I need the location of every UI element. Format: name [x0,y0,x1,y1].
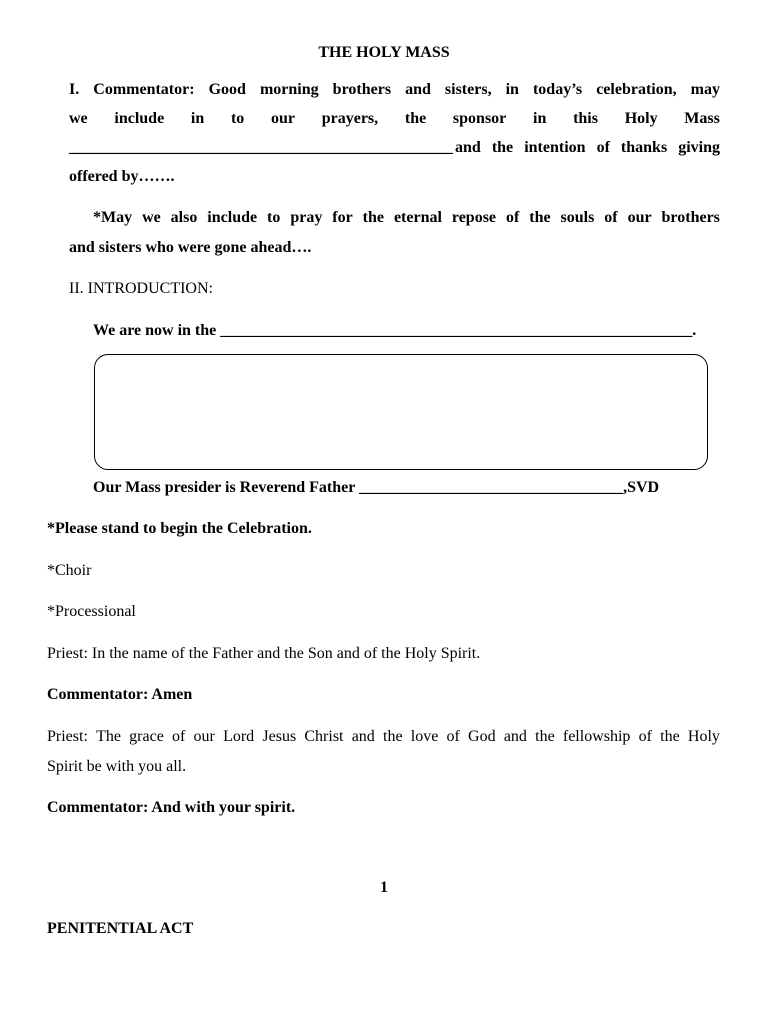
word: the [660,728,680,745]
word: Holy [687,728,720,745]
eternal-repose-line-2: and sisters who were gone ahead…. [69,239,312,256]
word: Commentator: [93,81,195,98]
stand-instruction: *Please stand to begin the Celebration. [47,520,312,537]
word: include [207,209,258,226]
word: also [170,209,198,226]
word: and [405,81,431,98]
page-title: THE HOLY MASS [318,44,450,61]
word: Mass [684,110,720,127]
word: I. [69,81,80,98]
word: repose [451,209,497,226]
word: our [271,110,295,127]
word: grace [129,728,164,745]
penitential-act-heading: PENITENTIAL ACT [47,920,194,937]
commentator-intro-line-3 [69,138,720,158]
commentator-intro-line-2 [69,109,720,129]
word: the [491,139,514,156]
word: morning [259,81,319,98]
word: brothers [332,81,392,98]
word: brothers [661,209,720,226]
eternal-repose-line-1 [93,208,720,228]
priest-greeting-line-2: Spirit be with you all. [47,758,187,775]
word: of [505,209,520,226]
word: the [535,728,555,745]
word: we [69,110,88,127]
word: of [604,209,618,226]
word: of [446,728,460,745]
word: we [142,209,161,226]
word: sisters, [444,81,492,98]
sponsor-blank: ________________________________________________ [69,139,453,156]
word: intention [524,139,586,156]
season-line: We are now in the ___________________________________________________________. [93,322,697,339]
choir-cue: *Choir [47,562,92,579]
word: The [96,728,121,745]
word: Jesus [262,728,297,745]
word: may [690,81,720,98]
word: pray [290,209,323,226]
word: to [230,110,245,127]
word: of [596,139,610,156]
word: of [638,728,652,745]
introduction-text-box [94,354,708,470]
word: this [573,110,598,127]
word: and [455,139,481,156]
word: in [190,110,205,127]
word: Holy [624,110,658,127]
word: include [114,110,165,127]
word: love [410,728,439,745]
thanksgiving-text [453,138,720,158]
word: Lord [223,728,255,745]
word: our [193,728,215,745]
commentator-response: Commentator: And with your spirit. [47,799,296,816]
word: the [362,209,384,226]
word: the [383,728,403,745]
word: *May [93,209,133,226]
word: for [332,209,353,226]
word: celebration, [596,81,677,98]
introduction-heading: II. INTRODUCTION: [69,280,213,297]
commentator-intro-line-1 [69,80,720,100]
word: eternal [393,209,442,226]
commentator-amen: Commentator: Amen [47,686,193,703]
word: thanks [620,139,668,156]
word: and [351,728,375,745]
word: God [468,728,496,745]
word: and [503,728,527,745]
processional-cue: *Processional [47,603,136,620]
word: in [533,110,547,127]
offered-by-line: offered by……. [69,168,175,185]
word: souls [560,209,595,226]
word: in [505,81,519,98]
presider-line: Our Mass presider is Reverend Father _________________________________,SVD [93,479,660,496]
word: fellowship [562,728,631,745]
page-number: 1 [380,879,388,896]
word: of [172,728,186,745]
word: to [267,209,281,226]
word: Good [208,81,246,98]
word: our [627,209,652,226]
word: Priest: [47,728,88,745]
priest-sign-of-cross: Priest: In the name of the Father and the Son and of the Holy Spirit. [47,645,481,662]
word: today’s [532,81,583,98]
priest-greeting-line-1 [47,727,720,747]
word: prayers, [321,110,379,127]
word: giving [678,139,720,156]
word: sponsor [452,110,507,127]
word: the [404,110,427,127]
word: the [529,209,551,226]
word: Christ [304,728,344,745]
